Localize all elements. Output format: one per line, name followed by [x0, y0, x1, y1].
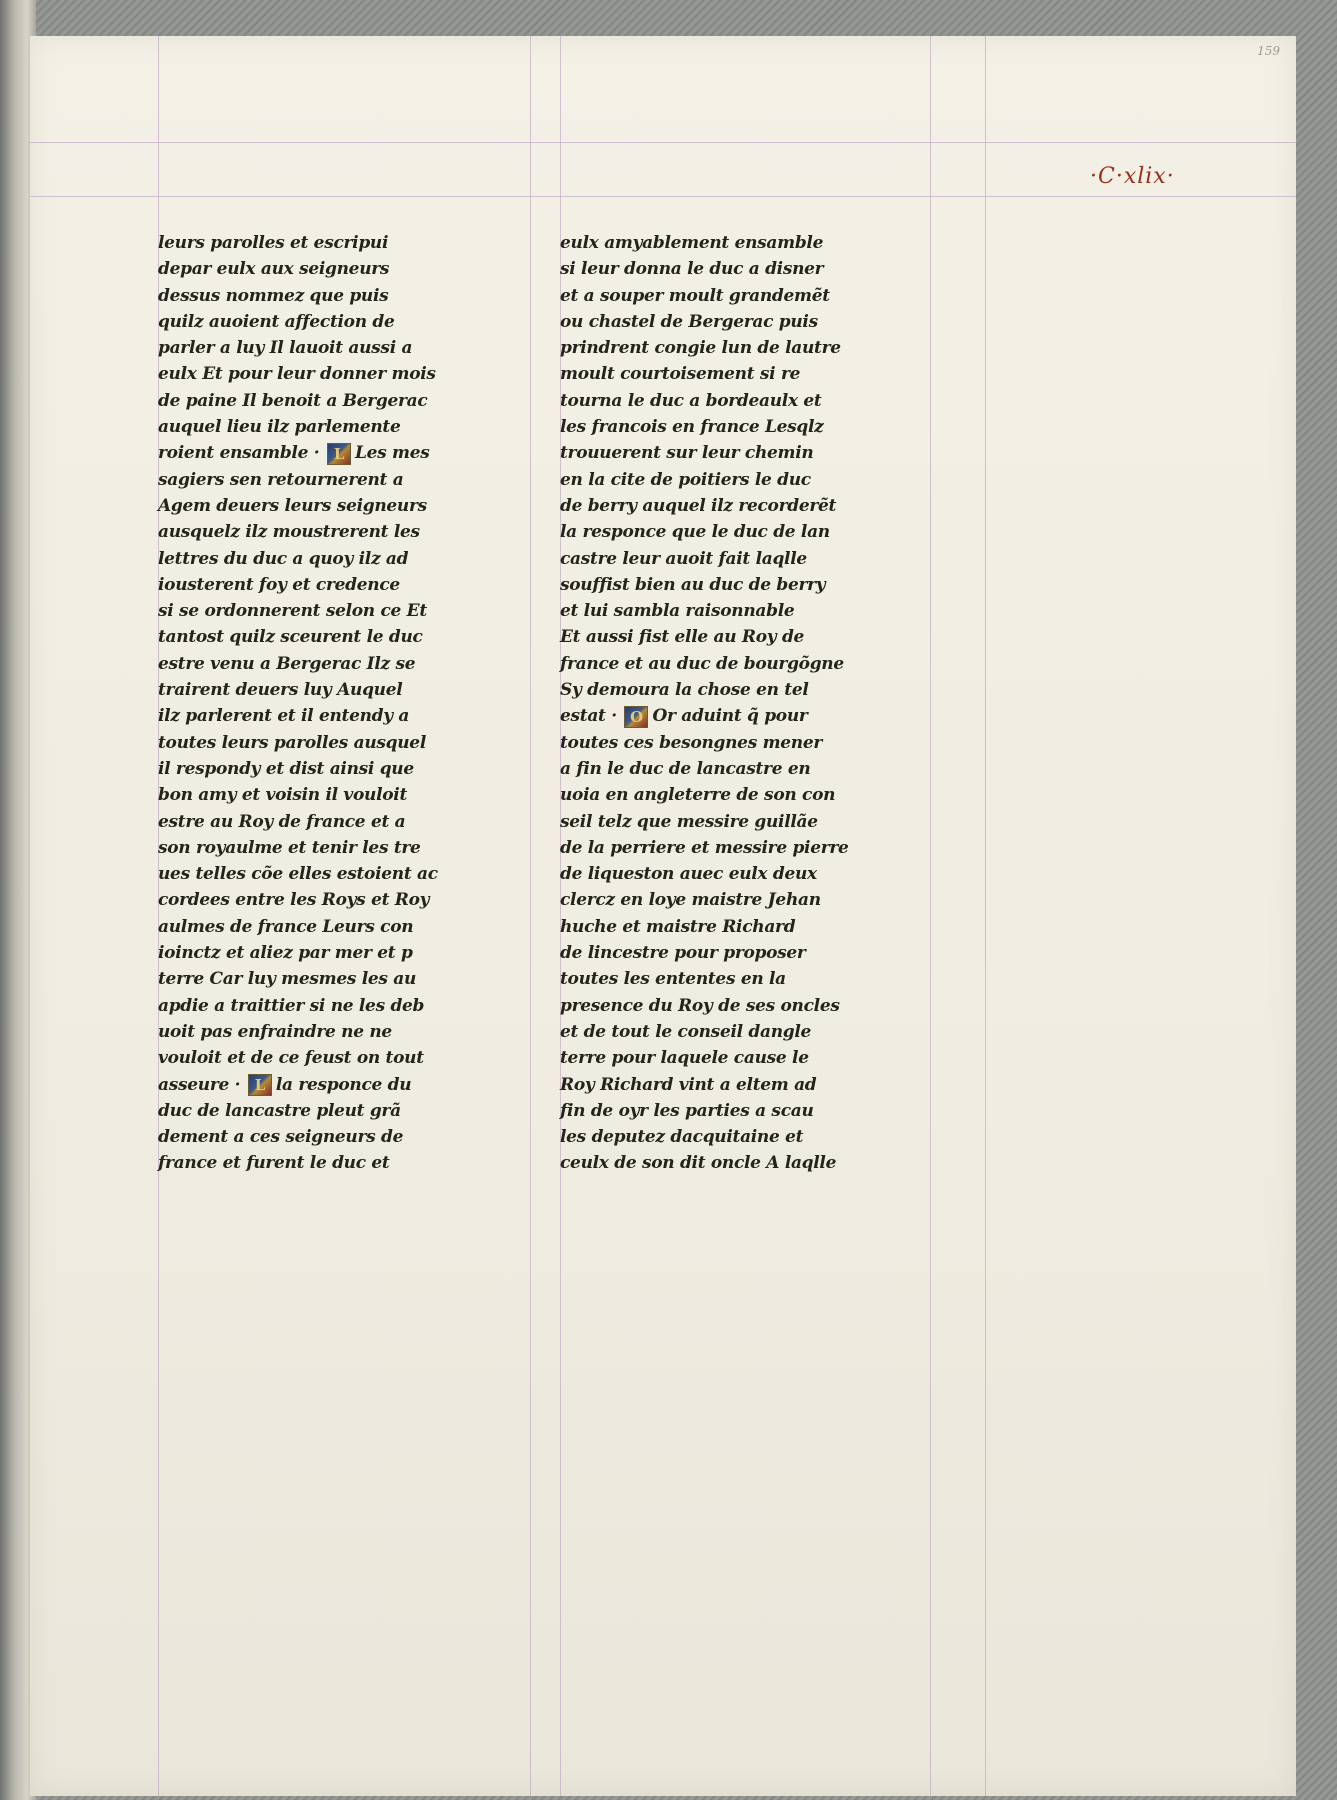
text-line [158, 809, 548, 835]
line-text: france et au duc de bourgõgne [560, 653, 844, 674]
line-text: moult courtoisement si re [560, 364, 801, 385]
text-line [158, 887, 548, 913]
text-line [158, 493, 548, 519]
text-line [158, 414, 548, 440]
text-line [560, 835, 950, 861]
text-line: asseure · L la responce du [158, 1074, 412, 1095]
text-line [560, 1045, 950, 1071]
line-text: et de tout le conseil dangle [560, 1021, 812, 1042]
line-text: de liqueston auec eulx deux [560, 864, 817, 885]
line-text: ceulx de son dit oncle A laqlle [560, 1153, 837, 1174]
text-line [158, 940, 548, 966]
line-text: les deputez dacquitaine et [560, 1127, 804, 1148]
text-line [560, 414, 950, 440]
line-text: france et furent le duc et [158, 1153, 390, 1174]
text-line [158, 283, 548, 309]
line-text: tantost quilz sceurent le duc [158, 627, 423, 648]
line-text: ilz parlerent et il entendy a [158, 706, 410, 727]
text-line [560, 966, 950, 992]
text-line [560, 1019, 950, 1045]
line-text: toutes ces besongnes mener [560, 732, 823, 753]
text-line [158, 230, 548, 256]
text-line [560, 546, 950, 572]
right-text-column [560, 230, 950, 1177]
text-line [560, 624, 950, 650]
line-text: prindrent congie lun de lautre [560, 338, 841, 359]
line-text: seil telz que messire guillãe [560, 811, 818, 832]
line-text: son royaulme et tenir les tre [158, 837, 421, 858]
text-line [158, 1019, 548, 1045]
line-text: il respondy et dist ainsi que [158, 758, 414, 779]
text-line [560, 388, 950, 414]
text-line [158, 1124, 548, 1150]
line-text: tourna le duc a bordeaulx et [560, 390, 822, 411]
line-text: cordees entre les Roys et Roy [158, 890, 430, 911]
text-line [158, 467, 548, 493]
line-text: presence du Roy de ses oncles [560, 995, 840, 1016]
text-line [560, 519, 950, 545]
line-text: ou chastel de Bergerac puis [560, 311, 818, 332]
text-line [158, 624, 548, 650]
text-line [158, 782, 548, 808]
line-text: toutes leurs parolles ausquel [158, 732, 426, 753]
line-text: ioinctz et aliez par mer et p [158, 943, 413, 964]
text-line [560, 730, 950, 756]
decorated-initial: O [624, 706, 648, 728]
text-line: roient ensamble · L Les mes [158, 443, 430, 464]
line-text: fin de oyr les parties a scau [560, 1100, 814, 1121]
text-line [560, 1072, 950, 1098]
line-text: huche et maistre Richard [560, 916, 796, 937]
chapter-heading: ·C·xlix· [1090, 164, 1175, 189]
text-line [560, 309, 950, 335]
line-text: Agem deuers leurs seigneurs [158, 495, 427, 516]
line-text: les francois en france Lesqlz [560, 417, 824, 438]
text-line [158, 309, 548, 335]
line-text: sagiers sen retournerent a [158, 469, 404, 490]
line-text: estre venu a Bergerac Ilz se [158, 653, 416, 674]
line-text: uoia en angleterre de son con [560, 785, 836, 806]
line-text-after-initial: Les mes [354, 443, 430, 464]
text-line [560, 361, 950, 387]
line-text: depar eulx aux seigneurs [158, 259, 390, 280]
ruling-line [985, 36, 986, 1796]
text-line [560, 1098, 950, 1124]
line-text: la responce que le duc de lan [560, 522, 830, 543]
text-line: estat · O Or aduint q̃ pour [560, 706, 808, 727]
folio-number: 159 [1257, 44, 1280, 58]
left-text-column [158, 230, 548, 1177]
text-line [158, 966, 548, 992]
text-line [158, 598, 548, 624]
line-text: de paine Il benoit a Bergerac [158, 390, 428, 411]
line-text: estre au Roy de france et a [158, 811, 406, 832]
text-line [560, 467, 950, 493]
text-line [560, 572, 950, 598]
line-text: castre leur auoit fait laqlle [560, 548, 807, 569]
text-line [158, 1098, 548, 1124]
text-line [560, 1124, 950, 1150]
text-line [560, 1150, 950, 1176]
line-text: clercz en loye maistre Jehan [560, 890, 821, 911]
line-text: si se ordonnerent selon ce Et [158, 601, 427, 622]
text-line [560, 256, 950, 282]
line-text: et a souper moult grandemẽt [560, 285, 830, 306]
line-text: si leur donna le duc a disner [560, 259, 824, 280]
line-text: ausquelz ilz moustrerent les [158, 522, 420, 543]
line-text: en la cite de poitiers le duc [560, 469, 811, 490]
line-text: dessus nommez que puis [158, 285, 389, 306]
line-text: eulx amyablement ensamble [560, 233, 824, 253]
text-line [560, 993, 950, 1019]
text-line [158, 677, 548, 703]
line-text: et lui sambla raisonnable [560, 601, 795, 622]
line-text: uoit pas enfraindre ne ne [158, 1021, 392, 1042]
text-line [560, 677, 950, 703]
text-line [560, 782, 950, 808]
line-text: trouuerent sur leur chemin [560, 443, 814, 464]
text-line [158, 914, 548, 940]
line-text: de lincestre pour proposer [560, 943, 806, 964]
line-text: apdie a traittier si ne les deb [158, 995, 425, 1016]
text-line [158, 651, 548, 677]
text-line [158, 546, 548, 572]
line-text: ues telles cõe elles estoient ac [158, 864, 438, 885]
line-text: toutes les ententes en la [560, 969, 786, 990]
text-line [560, 230, 950, 256]
line-text: de berry auquel ilz recorderẽt [560, 495, 837, 516]
line-text: auquel lieu ilz parlemente [158, 417, 401, 438]
text-line [158, 703, 548, 729]
line-text: vouloit et de ce feust on tout [158, 1048, 424, 1069]
text-line [560, 756, 950, 782]
text-line [158, 1045, 548, 1071]
text-line [158, 388, 548, 414]
text-line [560, 440, 950, 466]
text-line [158, 361, 548, 387]
text-line [560, 861, 950, 887]
text-line [158, 756, 548, 782]
line-text: Sy demoura la chose en tel [560, 680, 809, 701]
text-line [158, 256, 548, 282]
decorated-initial: L [248, 1074, 272, 1096]
text-line [158, 1150, 548, 1176]
text-line [158, 730, 548, 756]
text-line [560, 887, 950, 913]
line-text: quilz auoient affection de [158, 311, 395, 332]
text-line [158, 861, 548, 887]
line-text: aulmes de france Leurs con [158, 916, 414, 937]
line-text: duc de lancastre pleut grã [158, 1100, 401, 1121]
decorated-initial: L [327, 443, 351, 465]
line-text: eulx Et pour leur donner mois [158, 364, 436, 385]
line-text: Roy Richard vint a eltem ad [560, 1074, 817, 1095]
line-text: asseure [158, 1074, 230, 1095]
line-text: trairent deuers luy Auquel [158, 680, 403, 701]
line-text: lettres du duc a quoy ilz ad [158, 548, 409, 569]
text-line [560, 914, 950, 940]
line-text: souffist bien au duc de berry [560, 574, 826, 595]
text-line [560, 598, 950, 624]
line-text: estat [560, 706, 606, 727]
ruling-line [30, 142, 1296, 143]
text-line [560, 651, 950, 677]
text-line [158, 519, 548, 545]
line-text: parler a luy Il lauoit aussi a [158, 338, 413, 359]
text-line [158, 572, 548, 598]
text-line [560, 335, 950, 361]
text-line [158, 335, 548, 361]
line-text: roient ensamble [158, 443, 309, 464]
text-line [158, 993, 548, 1019]
line-text: terre pour laquele cause le [560, 1048, 809, 1069]
line-text: terre Car luy mesmes les au [158, 969, 417, 990]
text-line [560, 940, 950, 966]
text-line [158, 835, 548, 861]
line-text-after-initial: la responce du [275, 1074, 412, 1095]
line-text: de la perriere et messire pierre [560, 837, 849, 858]
text-line [560, 809, 950, 835]
ruling-line [30, 196, 1296, 197]
line-text-after-initial: Or aduint q̃ pour [652, 706, 808, 727]
line-text: bon amy et voisin il vouloit [158, 785, 407, 806]
line-text: a fin le duc de lancastre en [560, 758, 811, 779]
text-line [560, 493, 950, 519]
text-line [560, 283, 950, 309]
line-text: dement a ces seigneurs de [158, 1127, 404, 1148]
line-text: leurs parolles et escripui [158, 233, 389, 253]
line-text: iousterent foy et credence [158, 574, 400, 595]
line-text: Et aussi fist elle au Roy de [560, 627, 805, 648]
